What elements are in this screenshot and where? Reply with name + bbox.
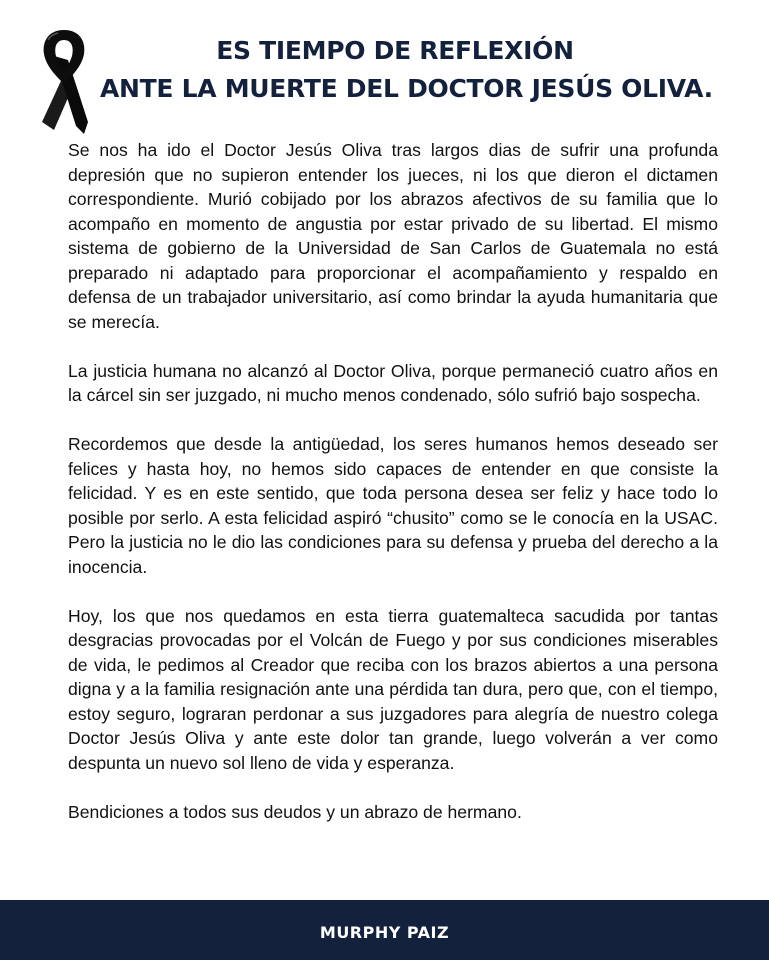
paragraph-2: La justicia humana no alcanzó al Doctor Oliva, porque permaneció cuatro años en la cárcel sin ser juzgado, ni mucho menos condenado, sólo sufrió bajo sospecha. bbox=[68, 360, 718, 405]
paragraph-3: Recordemos que desde la antigüedad, los seres humanos hemos deseado ser felices y hasta hoy, no hemos sido capaces de entender en que consiste la felicidad. Y es en este sentido, que toda persona desea ser feliz y hace todo lo posible por serlo. A esta felicidad aspiró “chusito” como se le conocía en la USAC. Pero la justicia no le dio las condiciones para su defensa y prueba del derecho a la inocencia. bbox=[68, 434, 718, 577]
article-body bbox=[68, 138, 718, 824]
author-name: MURPHY PAIZ bbox=[319, 922, 450, 942]
footer-bar bbox=[0, 900, 769, 960]
paragraph-5: Bendiciones a todos sus deudos y un abrazo de hermano. bbox=[68, 801, 522, 822]
page-title bbox=[100, 32, 713, 108]
mourning-ribbon-icon bbox=[36, 26, 92, 140]
title-line-2: ANTE LA MUERTE DEL DOCTOR JESÚS OLIVA. bbox=[100, 74, 713, 103]
paragraph-4: Hoy, los que nos quedamos en esta tierra guatemalteca sacudida por tantas desgracias provocadas por el Volcán de Fuego y por sus condiciones miserables de vida, le pedimos al Creador que reciba con los brazos abiertos a una persona digna y a la familia resignación ante una pérdida tan dura, pero que, con el tiempo, estoy seguro, lograran perdonar a sus juzgadores para alegría de nuestro colega Doctor Jesús Oliva y ante este dolor tan grande, luego volverán a ver como despunta un nuevo sol lleno de vida y esperanza. bbox=[68, 605, 718, 773]
title-line-1: ES TIEMPO DE REFLEXIÓN bbox=[216, 36, 574, 65]
paragraph-1: Se nos ha ido el Doctor Jesús Oliva tras largos dias de sufrir una profunda depresión que no supieron entender los jueces, ni los que dieron el dictamen correspondiente. Murió cobijado por los abrazos afectivos de su familia que lo acompaño en momento de angustia por estar privado de su libertad. El mismo sistema de gobierno de la Universidad de San Carlos de Guatemala no está preparado ni adaptado para proporcionar el acompañamiento y respaldo en defensa de un trabajador universitario, así como brindar la ayuda humanitaria que se merecía. bbox=[68, 140, 718, 332]
